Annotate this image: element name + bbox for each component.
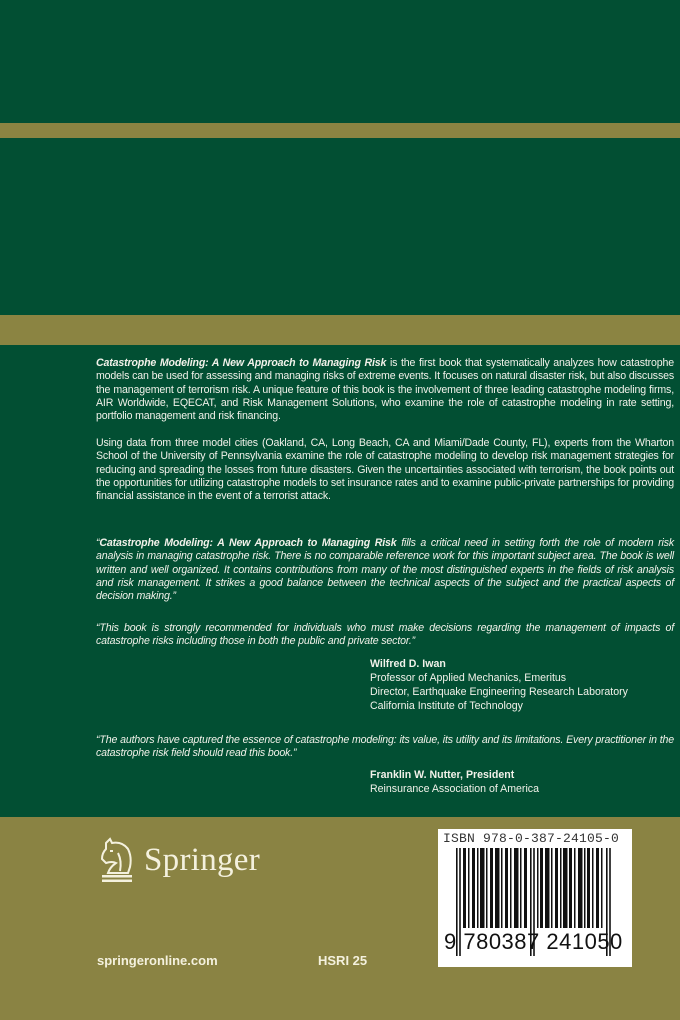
description-paragraph-2: Using data from three model cities (Oakland, CA, Long Beach, CA and Miami/Dade County, FL), experts from the Wharton School of the University of Pennsylvania examine the role of catastrophe modeling to develop risk management strategies for reducing and spreading the losses from future disasters. Given the uncertainties associated with terrorism, the book points out the opportunities for utilizing catastrophe models to set insurance rates and to examine public-private partnerships for providing financial assistance in the event of a terrorist attack. [96,437,674,503]
quote-book-title: Catastrophe Modeling: A New Approach to Managing Risk [99,537,397,549]
publisher-name: Springer [144,841,261,878]
review-quote-2: “This book is strongly recommended for individuals who must make decisions regarding the management of impacts of catastrophe risks including those in both the public and private sector.” [96,622,674,648]
review-quote-1-text: fills a critical need in setting forth the role of modern risk analysis in managing catastrophe risk. There is no comparable reference work for this important subject area. The book is well written and well organized. It contains contributions from many of the most distinguished experts in the fields of risk analysis and risk management. It strikes a good balance between the technical aspects of the subject and the practical aspects of decision making.” [96,537,674,603]
top-olive-stripe [0,123,680,138]
springer-logo [98,837,260,883]
reviewer-affiliation: California Institute of Technology [370,700,523,712]
reviewer-name: Wilfred D. Iwan [370,658,446,670]
publisher-footer [0,817,680,1020]
series-code: HSRI 25 [318,953,368,968]
ean-digits: 9 780387 241050 [444,929,623,954]
reviewer-name: Franklin W. Nutter, President [370,769,515,781]
reviewer-affiliation: Reinsurance Association of America [370,783,539,795]
review-quote-1 [96,537,674,603]
middle-olive-stripe [0,315,680,345]
isbn-label: ISBN 978-0-387-24105-0 [443,831,620,846]
knight-horse-icon [98,837,136,883]
description-paragraph-1-body: is the first book that systematically analyzes how catastrophe models can be used for assessing and managing risks of extreme events. It focuses on natural disaster risk, but also discusses the management of terrorism risk. A unique feature of this book is the involvement of three leading catastrophe modeling firms, AIR Worldwide, EQECAT, and Risk Management Solutions, who examine the role of catastrophe modeling in rate setting, portfolio management and risk financing. [96,357,674,423]
book-title-emphasis: Catastrophe Modeling: A New Approach to Managing Risk [96,357,387,369]
open-quote-mark: “ [96,537,100,549]
publisher-website-link[interactable]: springeronline.com [97,953,218,968]
reviewer-title: Director, Earthquake Engineering Research Laboratory [370,686,628,698]
review-quote-3: “The authors have captured the essence of catastrophe modeling: its value, its utility and its limitations. Every practitioner in the catastrophe risk field should read this book.” [96,734,674,760]
review-attribution-1 [370,657,628,713]
description-paragraph-1 [96,357,674,423]
review-attribution-2 [370,768,539,796]
reviewer-title: Professor of Applied Mechanics, Emeritus [370,672,567,684]
isbn-barcode [438,829,632,967]
